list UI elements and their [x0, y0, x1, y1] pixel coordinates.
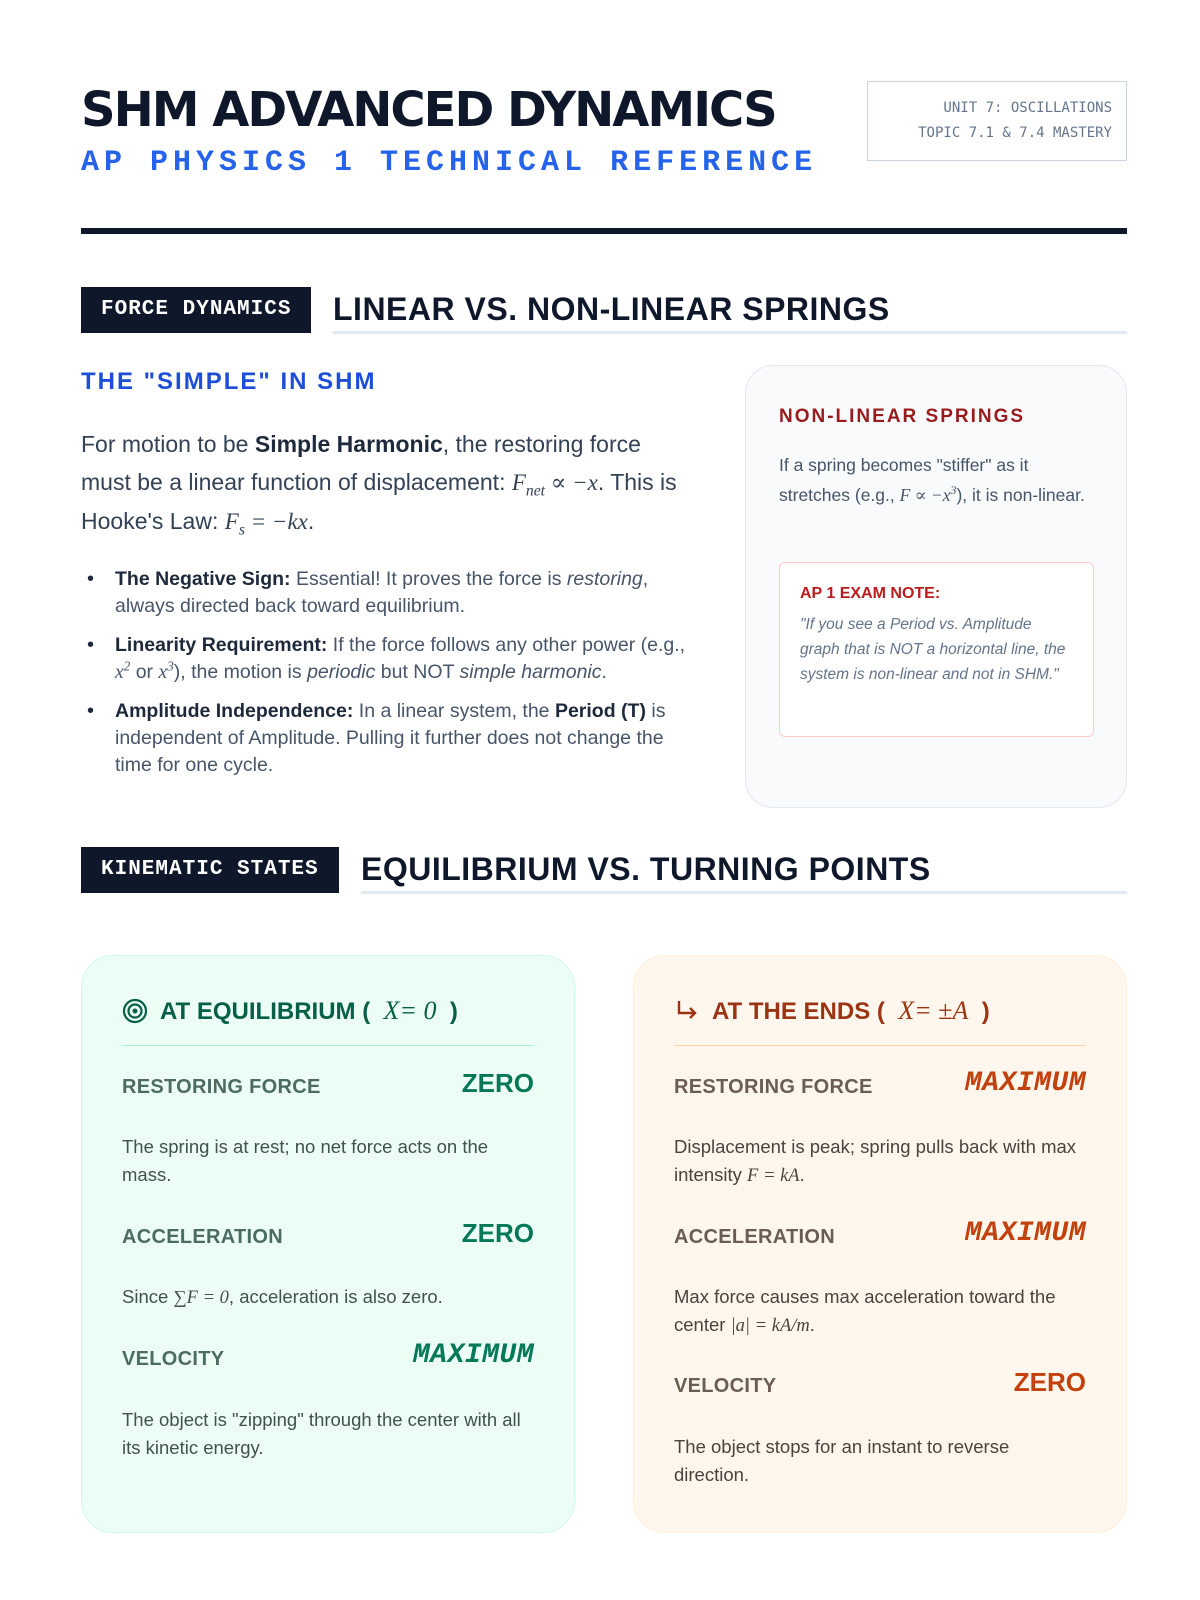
desc-text: .	[799, 1164, 805, 1185]
section-header-force	[81, 287, 1127, 335]
acceleration-value: ZERO	[461, 1218, 534, 1248]
page-subtitle: AP PHYSICS 1 TECHNICAL REFERENCE	[81, 146, 818, 180]
force-label: RESTORING FORCE	[122, 1076, 321, 1098]
equilibrium-card	[81, 955, 575, 1533]
topic-line: TOPIC 7.1 & 7.4 MASTERY	[918, 125, 1112, 141]
unit-line: UNIT 7: OSCILLATIONS	[943, 100, 1112, 116]
formula-sum-force-zero: ∑F = 0	[173, 1288, 229, 1308]
bullet-emphasis: restoring	[566, 568, 643, 590]
velocity-value: MAXIMUM	[412, 1340, 534, 1371]
force-description	[674, 1133, 1086, 1190]
section-title: LINEAR VS. NON-LINEAR SPRINGS	[333, 287, 1127, 334]
force-value: MAXIMUM	[964, 1068, 1086, 1099]
velocity-label: VELOCITY	[122, 1348, 225, 1370]
exam-note-title: AP 1 EXAM NOTE:	[800, 585, 941, 602]
turning-points-card	[633, 955, 1127, 1533]
force-description: The spring is at rest; no net force acts on the mass.	[122, 1136, 489, 1185]
bullet-bold: Period (T)	[554, 700, 646, 722]
acceleration-label: ACCELERATION	[674, 1226, 836, 1248]
bullet-text: , always directed back toward equilibrium.	[115, 568, 649, 617]
acceleration-row	[122, 1218, 534, 1258]
force-value: ZERO	[461, 1068, 534, 1098]
bullet-text: but NOT	[375, 661, 460, 683]
bullet-text: In a linear system, the	[353, 700, 555, 722]
bullet-emphasis: simple harmonic	[459, 661, 602, 683]
exam-note-box	[779, 562, 1094, 737]
formula-max-force: F = kA	[747, 1166, 800, 1186]
formula-max-acceleration: |a| = kA/m	[730, 1316, 810, 1336]
desc-text: , acceleration is also zero.	[228, 1286, 443, 1307]
unit-info-box	[867, 81, 1127, 161]
heading-text: )	[449, 998, 458, 1025]
intro-text: This is Hooke's Law:	[81, 469, 677, 534]
formula-hookes-law: $F_s = -kx$	[224, 509, 308, 539]
sidebar-text-part: ), it is non-linear.	[956, 485, 1085, 505]
bullet-list	[81, 566, 691, 791]
acceleration-description	[674, 1283, 1086, 1340]
page-title: SHM ADVANCED DYNAMICS	[81, 82, 776, 138]
subheading-simple: THE "SIMPLE" IN SHM	[81, 368, 377, 395]
force-row	[674, 1068, 1086, 1108]
heading-text: AT EQUILIBRIUM (	[160, 998, 371, 1025]
intro-bold: Simple Harmonic	[254, 431, 443, 457]
desc-text: Displacement is peak; spring pulls back with max intensity	[674, 1136, 1077, 1185]
formula-cubic-force: $F \propto -x^3$	[899, 483, 957, 505]
heading-text: )	[981, 998, 990, 1025]
acceleration-row	[674, 1218, 1086, 1258]
velocity-label: VELOCITY	[674, 1375, 777, 1397]
header	[81, 78, 1127, 188]
return-arrow-icon	[674, 998, 702, 1026]
desc-text: Since	[122, 1286, 174, 1307]
bullet-text: or	[130, 661, 159, 683]
turning-points-heading	[674, 996, 1086, 1046]
formula-x-zero: X= 0	[383, 996, 437, 1025]
desc-text: .	[809, 1314, 815, 1335]
list-item	[81, 632, 691, 686]
velocity-description: The object stops for an instant to reverse direction.	[674, 1436, 1010, 1485]
bullet-text: .	[601, 661, 607, 683]
section-tag: KINEMATIC STATES	[81, 847, 339, 893]
acceleration-label: ACCELERATION	[122, 1226, 284, 1248]
desc-text: Max force causes max acceleration toward the center	[674, 1286, 1056, 1335]
force-label: RESTORING FORCE	[674, 1076, 873, 1098]
formula-proportional: $F_{net} \propto -x$	[511, 470, 598, 500]
bullet-label: Amplitude Independence:	[115, 700, 354, 722]
formula-x-plus-minus-a: X= ±A	[898, 996, 969, 1025]
velocity-row	[122, 1340, 534, 1380]
sidebar-title: NON-LINEAR SPRINGS	[779, 406, 1026, 427]
bullet-emphasis: periodic	[307, 661, 376, 683]
acceleration-description	[122, 1283, 534, 1312]
heading-text: AT THE ENDS (	[712, 998, 885, 1025]
sidebar-text-part: If a spring becomes "stiffer" as it stretches (e.g.,	[779, 455, 1029, 505]
equilibrium-heading	[122, 996, 534, 1046]
section-header-kinematic	[81, 847, 1127, 895]
intro-text: , the restoring force must be a linear function of displacement:	[81, 431, 641, 495]
list-item	[81, 698, 691, 779]
velocity-description: The object is "zipping" through the center with all its kinetic energy.	[122, 1409, 521, 1458]
nonlinear-sidebar	[745, 365, 1127, 808]
velocity-row	[674, 1367, 1086, 1407]
formula-x-squared: $x^2$	[115, 658, 131, 683]
bullet-text: Essential! It proves the force is	[290, 568, 567, 590]
intro-text: For motion to be	[81, 431, 255, 457]
force-row	[122, 1068, 534, 1108]
header-divider	[81, 228, 1127, 234]
bullet-label: Linearity Requirement:	[115, 634, 328, 656]
sidebar-text	[779, 450, 1099, 510]
exam-note-text: "If you see a Period vs. Amplitude graph that is NOT a horizontal line, the system is non-linear and not in SHM."	[800, 616, 1066, 683]
section-tag: FORCE DYNAMICS	[81, 287, 311, 333]
list-item	[81, 566, 691, 620]
bullet-text: If the force follows any other power (e.g.,	[327, 634, 686, 656]
section-title: EQUILIBRIUM VS. TURNING POINTS	[361, 847, 1127, 894]
intro-paragraph: For motion to be Simple Harmonic, the restoring force must be a linear function of displacement: $F_{net} \propto -x$. This is Hooke's Law: $F_s = -kx$.	[81, 431, 677, 539]
acceleration-value: MAXIMUM	[964, 1218, 1086, 1249]
bullet-text: ), the motion is	[173, 661, 308, 683]
formula-x-cubed: $x^3$	[158, 658, 174, 683]
target-icon	[122, 998, 150, 1026]
velocity-value: ZERO	[1013, 1367, 1086, 1397]
bullet-label: The Negative Sign:	[115, 568, 291, 590]
bullet-text: is independent of Amplitude. Pulling it further does not change the time for one cycle.	[115, 700, 666, 776]
